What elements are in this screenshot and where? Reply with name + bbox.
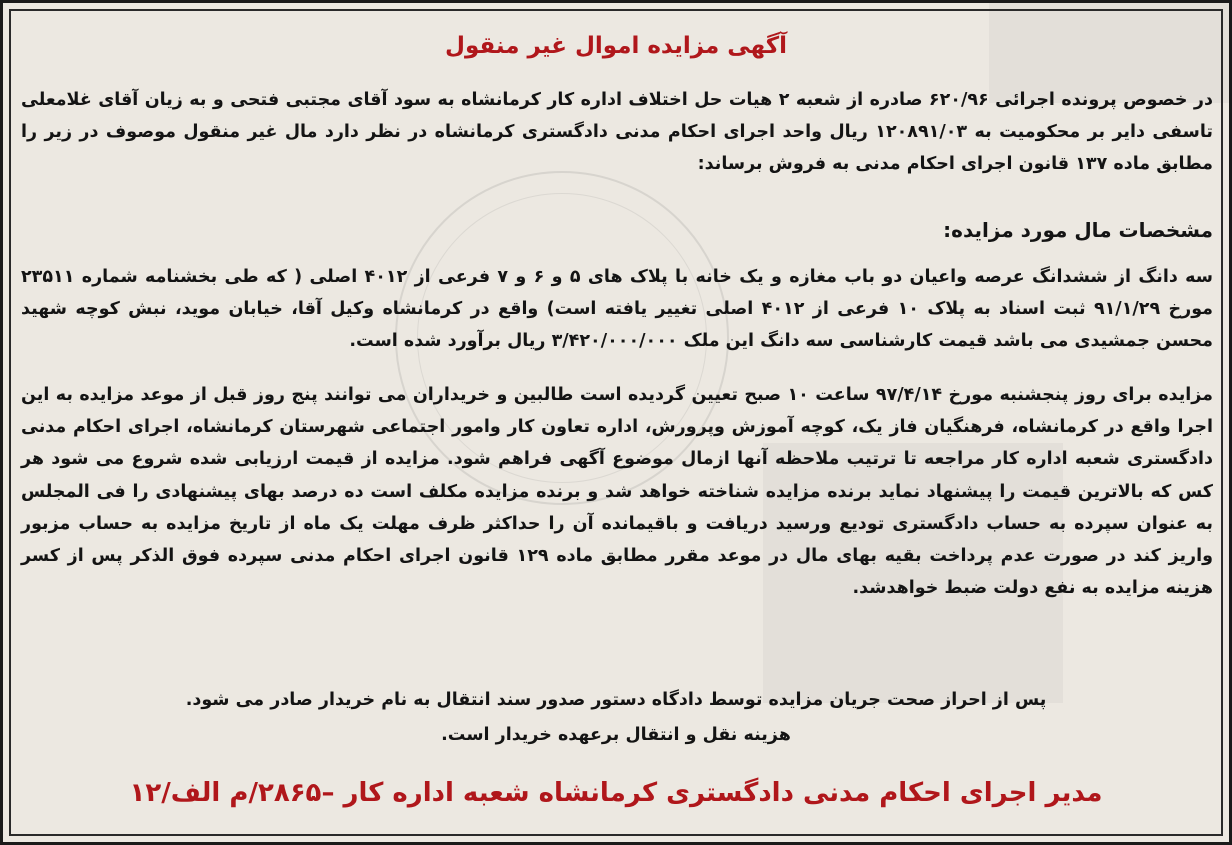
intro-paragraph: در خصوص پرونده اجرائی ۶۲۰/۹۶ صادره از شعبه ۲ هیات حل اختلاف اداره کار کرمانشاه به سود آقای مجتبی فتحی و به زیان آقای غلامعلی تاسفی دایر بر محکومیت به ۱۲۰۸۹۱/۰۳ ریال واحد اجرای احکام مدنی دادگستری کرمانشاه در نظر دارد مال غیر منقول موصوف در زیر را مطابق ماده ۱۳۷ قانون اجرای احکام مدنی به فروش برساند:	[21, 90, 1213, 175]
notice-title: آگهی مزایده اموال غیر منقول	[444, 33, 788, 59]
signature-line: مدیر اجرای احکام مدنی دادگستری کرمانشاه شعبه اداره کار –۲۸۶۵/م الف/۱۲	[129, 778, 1103, 808]
transfer-line: پس از احراز صحت جریان مزایده توسط دادگاه دستور صدور سند انتقال به نام خریدار صادر می شود.	[185, 690, 1047, 710]
property-specs-heading: مشخصات مال مورد مزایده:	[943, 218, 1213, 242]
costs-line: هزینه نقل و انتقال برعهده خریدار است.	[441, 725, 791, 745]
auction-terms-paragraph: مزایده برای روز پنجشنبه مورخ ۹۷/۴/۱۴ ساعت ۱۰ صبح تعیین گردیده است طالبین و خریداران می توانند پنج روز قبل از موعد مزایده به این اجرا واقع در کرمانشاه، فرهنگیان فاز یک، کوچه آموزش وپرورش، اداره تعاون کار وامور اجتماعی شهرستان کرمانشاه، اجرای احکام مدنی دادگستری شعبه اداره کار مراجعه تا ترتیب ملاحظه آنها ازمال موضوع آگهی فراهم شود. مزایده از قیمت ارزیابی شده شروع می شود هر کس که بالاترین قیمت را پیشنهاد نماید برنده مزایده شناخته خواهد شد و برنده مزایده مکلف است ده درصد بهای پیشنهادی را فی المجلس به عنوان سپرده به حساب دادگستری تودیع ورسید دریافت و باقیمانده آن را حداکثر ظرف مهلت یک ماه از تاریخ مزایده به حساب مزبور واریز کند در صورت عدم پرداخت بقیه بهای مال در موعد مقرر مطابق ماده ۱۲۹ قانون اجرای احکام مدنی سپرده فوق الذکر پس از کسر هزینه مزایده به نفع دولت ضبط خواهدشد.	[21, 385, 1213, 599]
property-specs-paragraph: سه دانگ از ششدانگ عرصه واعیان دو باب مغازه و یک خانه با پلاک های ۵ و ۶ و ۷ فرعی از ۴۰۱۲ اصلی ( که طی بخشنامه شماره ۲۳۵۱۱ مورخ ۹۱/۱/۲۹ ثبت اسناد به پلاک ۱۰ فرعی از ۴۰۱۲ اصلی تغییر یافته است) واقع در کرمانشاه وکیل آقا، خیابان موید، نبش کوچه شهید محسن جمشیدی می باشد قیمت کارشناسی سه دانگ این ملک ۳/۴۲۰/۰۰۰/۰۰۰ ریال برآورد شده است.	[21, 267, 1214, 352]
